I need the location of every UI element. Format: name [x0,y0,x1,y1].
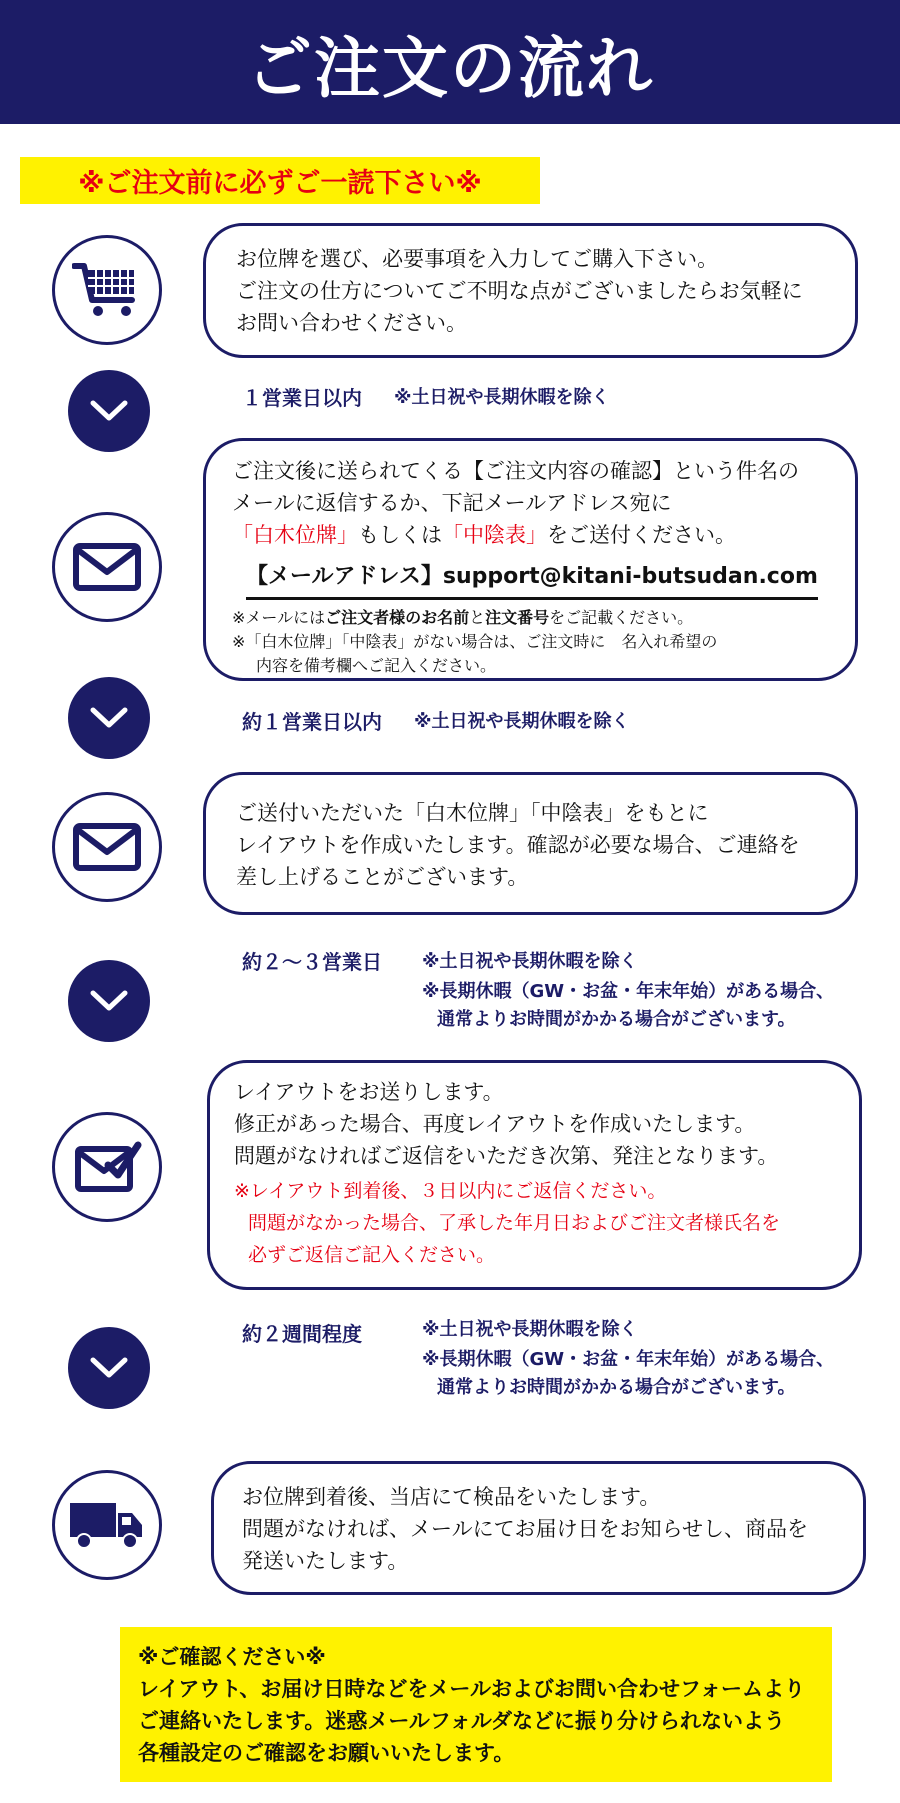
cart-icon [52,235,162,345]
note-text: ご注文者様のお名前 [325,608,470,627]
email-address[interactable]: 【メールアドレス】support@kitani-butsudan.com [246,561,818,600]
step2-text: もしくは [358,523,442,547]
note-text: 注文番号 [485,608,550,627]
step2-line: ご注文後に送られてくる【ご注文内容の確認】という件名の [232,459,799,483]
lead-time-main: 約２～３営業日 [242,950,382,974]
step4-warning: 問題がなかった場合、了承した年月日およびご注文者様氏名を [248,1212,781,1234]
chuinhyo-label: 「中陰表」 [442,523,547,547]
notice-banner: ※ご注文前に必ずご一読下さい※ [20,157,540,204]
chevron-down-icon [68,960,150,1042]
step2-note: ※「白木位牌」「中陰表」がない場合は、ご注文時に 名入れ希望の [232,632,718,651]
step2-note [232,606,829,630]
step4-line: 問題がなければご返信をいただき次第、発注となります。 [234,1144,779,1168]
step1-line: お問い合わせください。 [236,311,467,335]
step4-box [207,1060,862,1290]
mail-check-icon [52,1112,162,1222]
lead-time-note: ※土日祝や長期休暇を除く [422,1319,638,1340]
lead-time-note: 通常よりお時間がかかる場合がございます。 [437,1009,796,1030]
confirm-line: ご連絡いたします。迷惑メールフォルダなどに振り分けられないよう [138,1709,786,1733]
mail-icon [52,512,162,622]
step2-line: メールに返信するか、下記メールアドレス宛に [232,491,672,515]
step2-note: 内容を備考欄へご記入ください。 [256,656,497,675]
step5-box [211,1461,866,1595]
confirm-line: ※ご確認ください※ [138,1645,326,1669]
step2-box [203,438,858,681]
lead-time-4 [242,1316,882,1406]
step5-line: お位牌到着後、当店にて検品をいたします。 [242,1485,661,1509]
note-text: と [469,608,486,627]
lead-time-2 [242,708,692,736]
note-text: をご記載ください。 [549,608,694,627]
mail-icon [52,792,162,902]
lead-time-main: １営業日以内 [242,386,362,410]
page-header [0,0,900,124]
step2-line [232,519,829,551]
lead-time-1 [242,384,662,412]
step4-warning: 必ずご返信ご記入ください。 [248,1244,496,1266]
step2-text: をご送付ください。 [547,523,736,547]
lead-time-note: ※土日祝や長期休暇を除く [414,711,630,732]
lead-time-note: ※長期休暇（GW・お盆・年末年始）がある場合、 [422,981,835,1002]
confirm-line: 各種設定のご確認をお願いいたします。 [138,1741,515,1765]
lead-time-3 [242,948,882,1038]
lead-time-main: 約１営業日以内 [242,710,382,734]
step4-warning: ※レイアウト到着後、３日以内にご返信ください。 [234,1180,667,1202]
step1-line: お位牌を選び、必要事項を入力してご購入下さい。 [236,247,719,271]
step5-line: 問題がなければ、メールにてお届け日をお知らせし、商品を [242,1517,808,1541]
lead-time-main: 約２週間程度 [242,1322,362,1346]
lead-time-note: ※長期休暇（GW・お盆・年末年始）がある場合、 [422,1349,835,1370]
step3-box [203,772,858,915]
lead-time-note: 通常よりお時間がかかる場合がございます。 [437,1377,796,1398]
truck-icon [52,1470,162,1580]
note-text: ※メールには [232,608,326,627]
chevron-down-icon [68,1327,150,1409]
chevron-down-icon [68,370,150,452]
chevron-down-icon [68,677,150,759]
step4-line: レイアウトをお送りします。 [234,1080,504,1104]
step5-line: 発送いたします。 [242,1549,409,1573]
step4-line: 修正があった場合、再度レイアウトを作成いたします。 [234,1112,756,1136]
step3-line: レイアウトを作成いたします。確認が必要な場合、ご連絡を [236,833,800,857]
shiraki-ihai-label: 「白木位牌」 [232,523,358,547]
lead-time-note: ※土日祝や長期休暇を除く [422,951,638,972]
confirm-line: レイアウト、お届け日時などをメールおよびお問い合わせフォームより [138,1677,805,1701]
lead-time-note: ※土日祝や長期休暇を除く [394,387,610,408]
step1-line: ご注文の仕方についてご不明な点がございましたらお気軽に [236,279,803,303]
step3-line: ご送付いただいた「白木位牌」「中陰表」をもとに [236,801,709,825]
step3-line: 差し上げることがございます。 [236,865,529,889]
page-title: ご注文の流れ [246,29,654,107]
confirmation-notice [120,1627,832,1782]
step1-box [203,223,858,358]
